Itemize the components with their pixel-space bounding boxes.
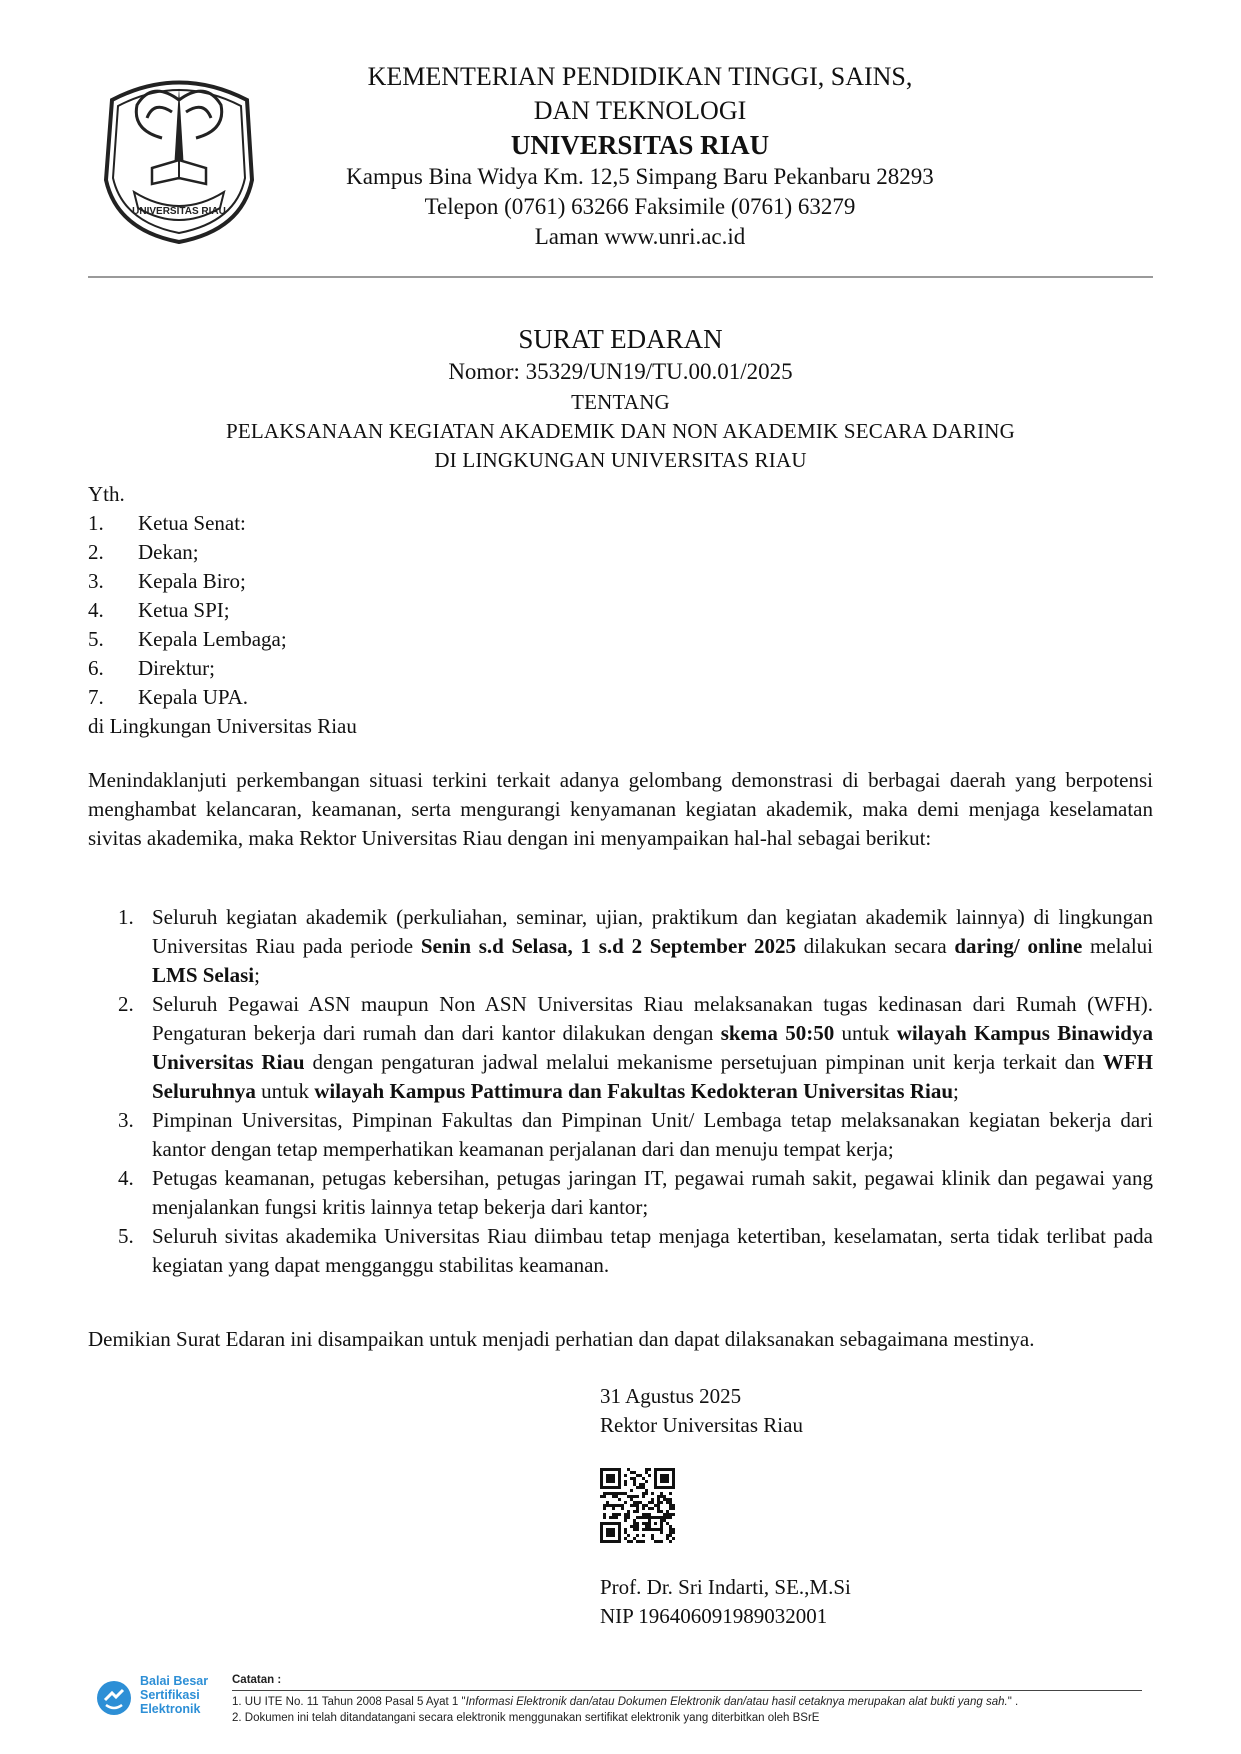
qr-module (663, 1513, 666, 1516)
bold-run: WFH Seluruhnya (152, 1050, 1153, 1103)
qr-module (669, 1492, 672, 1495)
qr-module (645, 1468, 648, 1471)
bsre-name (140, 1674, 208, 1716)
qr-module (609, 1492, 612, 1495)
text-run: melalui (1082, 934, 1153, 958)
list-item (88, 683, 1153, 712)
qr-module (636, 1534, 639, 1537)
bsre-emblem-icon (94, 1678, 134, 1718)
italic-run: Informasi Elektronik dan/atau Dokumen Elektronik dan/atau hasil cetaknya merupakan alat bukti yang sah. (465, 1696, 1008, 1708)
qr-module (621, 1504, 624, 1507)
qr-module (627, 1468, 630, 1471)
qr-module (645, 1522, 648, 1525)
qr-module (630, 1540, 633, 1543)
qr-module (606, 1492, 609, 1495)
ministry-line-2: DAN TEKNOLOGI (533, 96, 747, 125)
qr-module (624, 1531, 627, 1534)
qr-module (648, 1507, 651, 1510)
point-2 (118, 990, 1153, 1106)
qr-module (615, 1495, 618, 1498)
qr-module (618, 1498, 621, 1501)
qr-module (669, 1528, 672, 1531)
qr-module (657, 1495, 660, 1498)
qr-module (666, 1510, 669, 1513)
qr-module (618, 1492, 621, 1495)
qr-module (633, 1522, 636, 1525)
qr-module (624, 1492, 627, 1495)
qr-module (663, 1498, 666, 1501)
qr-module (624, 1480, 627, 1483)
qr-module (645, 1480, 648, 1483)
qr-module (657, 1510, 660, 1513)
bsre-logo (94, 1672, 224, 1720)
qr-module (630, 1477, 633, 1480)
qr-module (651, 1537, 654, 1540)
qr-module (639, 1516, 642, 1519)
qr-module (666, 1516, 669, 1519)
qr-module (630, 1498, 633, 1501)
qr-module (624, 1474, 627, 1477)
qr-module (627, 1516, 630, 1519)
item-label: Ketua Senat: (138, 511, 246, 535)
bold-run: LMS Selasi (152, 963, 255, 987)
qr-module (636, 1528, 639, 1531)
item-label: Direktur; (138, 656, 215, 680)
text-run: untuk (255, 1079, 315, 1103)
qr-module (672, 1513, 675, 1516)
qr-module (633, 1471, 636, 1474)
item-number: 4. (88, 598, 104, 622)
header-divider (88, 276, 1153, 278)
qr-module (651, 1501, 654, 1504)
qr-module (636, 1525, 639, 1528)
point-number: 5. (118, 1224, 134, 1248)
qr-module (600, 1495, 603, 1498)
qr-module (633, 1501, 636, 1504)
qr-module (636, 1495, 639, 1498)
qr-module (672, 1504, 675, 1507)
bsre-line: Sertifikasi (140, 1688, 200, 1702)
qr-module (657, 1501, 660, 1504)
qr-module (669, 1504, 672, 1507)
qr-module (648, 1501, 651, 1504)
qr-code-icon (600, 1468, 675, 1543)
point-number: 2. (118, 992, 134, 1016)
qr-module (603, 1492, 606, 1495)
point-number: 4. (118, 1166, 134, 1190)
qr-module (672, 1531, 675, 1534)
notes-label: Catatan : (232, 1672, 1142, 1691)
qr-module (642, 1540, 645, 1543)
qr-module (672, 1537, 675, 1540)
qr-module (618, 1513, 621, 1516)
qr-module (642, 1477, 645, 1480)
point-number: 1. (118, 905, 134, 929)
qr-module (642, 1507, 645, 1510)
logo-ribbon-text: UNIVERSITAS RIAU (132, 206, 226, 217)
qr-module (603, 1504, 606, 1507)
point-text: Seluruh sivitas akademika Universitas Riau diimbau tetap menjaga ketertiban, keselamatan, serta tidak terlibat pada kegiatan yang dapat mengganggu stabilitas keamanan. (152, 1224, 1153, 1277)
qr-module (618, 1504, 621, 1507)
qr-module (669, 1540, 672, 1543)
bold-run: wilayah Kampus Pattimura dan Fakultas Kedokteran Universitas Riau (314, 1079, 954, 1103)
item-number: 5. (88, 627, 104, 651)
qr-module (639, 1540, 642, 1543)
qr-module (642, 1483, 645, 1486)
subject-line-1: PELAKSANAAN KEGIATAN AKADEMIK DAN NON AKADEMIK SECARA DARING (225, 419, 1016, 443)
qr-module (642, 1513, 645, 1516)
qr-module (636, 1516, 639, 1519)
item-label: Dekan; (138, 540, 199, 564)
qr-module (642, 1495, 645, 1498)
note-2: 2. Dokumen ini telah ditandatangani secara elektronik menggunakan sertifikat elektronik yang diterbitkan oleh BSrE (232, 1712, 820, 1724)
qr-module (612, 1513, 615, 1516)
qr-module (615, 1504, 618, 1507)
qr-module (660, 1474, 669, 1483)
text-run: ; (254, 963, 260, 987)
signer-block (600, 1573, 851, 1631)
qr-code (600, 1468, 675, 1543)
qr-module (666, 1537, 669, 1540)
qr-module (654, 1540, 657, 1543)
list-item (88, 596, 1153, 625)
address: Kampus Bina Widya Km. 12,5 Simpang Baru Pekanbaru 28293 (346, 164, 934, 189)
qr-module (636, 1501, 639, 1504)
qr-module (660, 1501, 663, 1504)
subject-line-2: DI LINGKUNGAN UNIVERSITAS RIAU (434, 448, 807, 472)
addressee-location: di Lingkungan Universitas Riau (88, 714, 357, 738)
qr-module (612, 1504, 615, 1507)
qr-module (666, 1501, 669, 1504)
note-1 (232, 1694, 1142, 1710)
qr-module (660, 1540, 663, 1543)
qr-module (666, 1522, 669, 1525)
qr-module (603, 1495, 606, 1498)
qr-module (666, 1498, 669, 1501)
qr-module (663, 1519, 666, 1522)
letterhead (280, 60, 1000, 252)
qr-module (660, 1510, 663, 1513)
qr-module (645, 1525, 648, 1528)
qr-module (669, 1534, 672, 1537)
qr-module (645, 1516, 648, 1519)
qr-module (606, 1504, 609, 1507)
closing-paragraph: Demikian Surat Edaran ini disampaikan untuk menjadi perhatian dan dapat dilaksanakan sebagaimana mestinya. (88, 1327, 1035, 1351)
text-run: 1. UU ITE No. 11 Tahun 2008 Pasal 5 Ayat 1 " (232, 1696, 466, 1708)
qr-module (609, 1504, 612, 1507)
qr-module (633, 1528, 636, 1531)
qr-module (606, 1501, 609, 1504)
point-1 (118, 903, 1153, 990)
qr-module (615, 1492, 618, 1495)
qr-module (669, 1498, 672, 1501)
qr-module (636, 1504, 639, 1507)
item-number: 2. (88, 540, 104, 564)
qr-module (603, 1507, 606, 1510)
qr-module (654, 1504, 657, 1507)
qr-module (633, 1480, 636, 1483)
qr-module (642, 1528, 645, 1531)
phone-fax: Telepon (0761) 63266 Faksimile (0761) 63279 (424, 194, 856, 219)
signature-date: 31 Agustus 2025 (600, 1384, 742, 1408)
point-number: 3. (118, 1108, 134, 1132)
list-item (88, 509, 1153, 538)
qr-module (603, 1513, 606, 1516)
recipient-list (88, 509, 1153, 712)
item-number: 7. (88, 685, 104, 709)
qr-module (648, 1468, 651, 1471)
qr-module (630, 1504, 633, 1507)
qr-module (630, 1471, 633, 1474)
qr-module (609, 1516, 612, 1519)
qr-module (633, 1510, 636, 1513)
qr-module (642, 1534, 645, 1537)
qr-module (645, 1528, 648, 1531)
qr-module (624, 1537, 627, 1540)
qr-module (627, 1540, 630, 1543)
item-number: 1. (88, 511, 104, 535)
qr-module (645, 1513, 648, 1516)
qr-module (624, 1516, 627, 1519)
qr-module (615, 1513, 618, 1516)
item-number: 6. (88, 656, 104, 680)
qr-module (642, 1492, 645, 1495)
qr-module (651, 1534, 654, 1537)
list-item (88, 567, 1153, 596)
qr-module (633, 1537, 636, 1540)
qr-module (636, 1510, 639, 1513)
qr-module (651, 1498, 654, 1501)
qr-module (648, 1513, 651, 1516)
text-run: Seluruh Pegawai ASN maupun Non ASN Universitas Riau melaksanakan tugas kedinasan dari Rumah (WFH). Pengaturan bekerja dari rumah dan dari kantor dilakukan dengan (152, 992, 1153, 1045)
point-text: Pimpinan Universitas, Pimpinan Fakultas dan Pimpinan Unit/ Lembaga tetap melaksanakan kegiatan bekerja dari kantor dengan tetap memperhatikan keamanan perjalanan dari dan menuju tempat kerja; (152, 1108, 1153, 1161)
qr-module (645, 1471, 648, 1474)
letter-number: Nomor: 35329/UN19/TU.00.01/2025 (448, 359, 793, 384)
qr-module (669, 1513, 672, 1516)
item-label: Ketua SPI; (138, 598, 230, 622)
qr-module (663, 1495, 666, 1498)
qr-module (657, 1498, 660, 1501)
list-item (88, 654, 1153, 683)
qr-module (630, 1489, 633, 1492)
qr-module (627, 1513, 630, 1516)
letter-title-block (88, 322, 1153, 475)
bsre-line: Balai Besar (140, 1674, 209, 1688)
qr-module (630, 1525, 633, 1528)
qr-module (636, 1474, 639, 1477)
point-5 (118, 1222, 1153, 1280)
qr-module (612, 1516, 615, 1519)
qr-module (657, 1504, 660, 1507)
qr-module (612, 1492, 615, 1495)
university-emblem-icon (92, 60, 267, 245)
qr-module (672, 1507, 675, 1510)
item-number: 3. (88, 569, 104, 593)
qr-module (669, 1531, 672, 1534)
qr-module (633, 1495, 636, 1498)
qr-module (633, 1525, 636, 1528)
qr-module (669, 1516, 672, 1519)
qr-module (645, 1489, 648, 1492)
qr-module (636, 1540, 639, 1543)
qr-module (633, 1477, 636, 1480)
item-label: Kepala UPA. (138, 685, 249, 709)
point-text (152, 903, 1153, 990)
qr-module (660, 1492, 663, 1495)
qr-module (663, 1516, 666, 1519)
qr-module (624, 1501, 627, 1504)
qr-module (633, 1519, 636, 1522)
text-run: " . (1007, 1696, 1019, 1708)
bsre-line: Elektronik (140, 1702, 201, 1716)
addressees (88, 480, 1153, 741)
list-item (88, 625, 1153, 654)
qr-module (645, 1492, 648, 1495)
about-label: TENTANG (571, 390, 670, 414)
qr-module (642, 1504, 645, 1507)
qr-module (624, 1513, 627, 1516)
qr-module (633, 1504, 636, 1507)
qr-module (642, 1486, 645, 1489)
intro-paragraph: Menindaklanjuti perkembangan situasi terkini terkait adanya gelombang demonstrasi di berbagai daerah yang berpotensi menghambat kelancaran, keamanan, serta mengurangi kenyamanan kegiatan akademik, maka demi menjaga keselamatan sivitas akademika, maka Rektor Universitas Riau dengan ini menyampaikan hal-hal sebagai berikut: (88, 768, 1153, 850)
qr-module (612, 1507, 615, 1510)
qr-module (669, 1507, 672, 1510)
qr-module (672, 1528, 675, 1531)
qr-module (642, 1522, 645, 1525)
qr-module (648, 1474, 651, 1477)
qr-module (666, 1513, 669, 1516)
qr-module (603, 1516, 606, 1519)
qr-module (639, 1501, 642, 1504)
item-label: Kepala Biro; (138, 569, 246, 593)
qr-module (669, 1501, 672, 1504)
bold-run: skema 50:50 (720, 1021, 835, 1045)
bold-run: Senin s.d Selasa, 1 s.d 2 September 2025 (420, 934, 796, 958)
item-label: Kepala Lembaga; (138, 627, 287, 651)
qr-module (606, 1474, 615, 1483)
qr-module (636, 1522, 639, 1525)
qr-module (651, 1492, 654, 1495)
qr-module (669, 1525, 672, 1528)
qr-module (624, 1528, 627, 1531)
footer-notes (232, 1672, 1142, 1726)
qr-module (657, 1507, 660, 1510)
qr-module (651, 1507, 654, 1510)
signer-nip: NIP 196406091989032001 (600, 1604, 828, 1628)
qr-module (654, 1522, 657, 1525)
qr-module (621, 1507, 624, 1510)
ministry-line-1: KEMENTERIAN PENDIDIKAN TINGGI, SAINS, (367, 62, 913, 91)
university-name: UNIVERSITAS RIAU (510, 130, 770, 160)
text-run: dengan pengaturan jadwal melalui mekanisme persetujuan pimpinan unit kerja terkait dan (304, 1050, 1103, 1074)
point-text (152, 990, 1153, 1106)
point-text: Petugas keamanan, petugas kebersihan, petugas jaringan IT, pegawai rumah sakit, pegawai klinik dan pegawai yang menjalankan fungsi kritis lainnya tetap bekerja dari kantor; (152, 1166, 1153, 1219)
qr-module (627, 1495, 630, 1498)
letter-type: SURAT EDARAN (518, 324, 723, 354)
point-3 (118, 1106, 1153, 1164)
qr-module (633, 1483, 636, 1486)
qr-module (636, 1486, 639, 1489)
greeting: Yth. (88, 482, 125, 506)
bold-run: wilayah Kampus Binawidya Universitas Riau (152, 1021, 1153, 1074)
qr-module (630, 1495, 633, 1498)
qr-module (615, 1516, 618, 1519)
qr-module (660, 1531, 663, 1534)
university-logo (92, 60, 267, 245)
text-run: ; (953, 1079, 959, 1103)
points-list (118, 903, 1153, 1280)
qr-module (627, 1534, 630, 1537)
qr-module (624, 1483, 627, 1486)
qr-module (612, 1495, 615, 1498)
point-4 (118, 1164, 1153, 1222)
bold-run: daring/ online (954, 934, 1083, 958)
qr-module (636, 1507, 639, 1510)
qr-module (621, 1492, 624, 1495)
list-item (88, 538, 1153, 567)
signer-name: Prof. Dr. Sri Indarti, SE.,M.Si (600, 1575, 851, 1599)
qr-module (657, 1540, 660, 1543)
qr-module (606, 1528, 615, 1537)
qr-module (639, 1483, 642, 1486)
qr-module (639, 1486, 642, 1489)
qr-module (645, 1504, 648, 1507)
qr-module (624, 1519, 627, 1522)
signature-block (600, 1382, 803, 1440)
signature-position: Rektor Universitas Riau (600, 1413, 803, 1437)
qr-module (660, 1495, 663, 1498)
qr-module (642, 1516, 645, 1519)
qr-module (666, 1534, 669, 1537)
text-run: Seluruh kegiatan akademik (perkuliahan, seminar, ujian, praktikum dan kegiatan akademik lainnya) di lingkungan Universitas Riau pada periode (152, 905, 1153, 958)
qr-module (627, 1510, 630, 1513)
website: Laman www.unri.ac.id (534, 224, 746, 249)
text-run: dilakukan secara (795, 934, 955, 958)
qr-module (639, 1474, 642, 1477)
text-run: untuk (834, 1021, 897, 1045)
